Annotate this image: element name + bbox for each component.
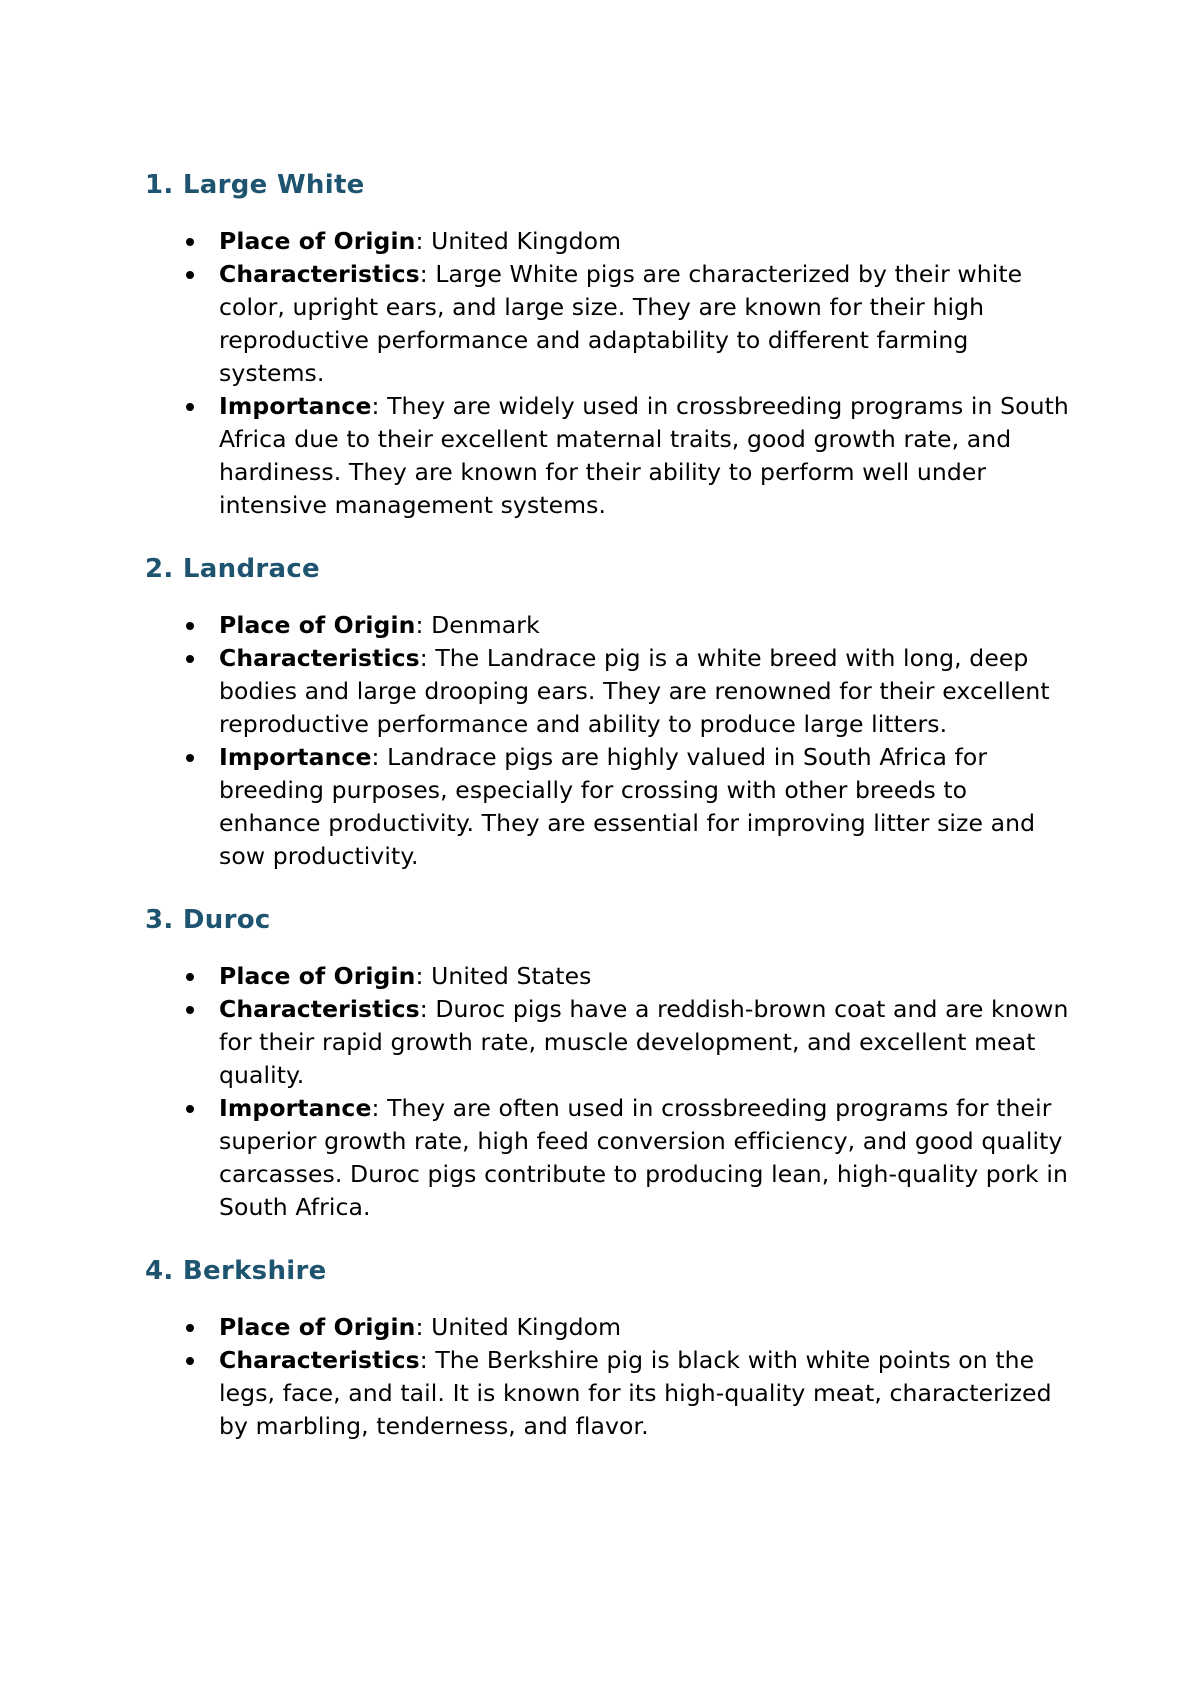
list-item-importance [145,390,1075,522]
list-item-characteristics [145,993,1075,1092]
bullet-icon [183,960,197,993]
breed-details-list [145,225,1075,522]
bullet-icon [183,1092,197,1125]
section-heading: 3. Duroc [145,905,271,935]
field-separator: : [419,1346,436,1374]
list-item-place-of-origin [145,609,1075,642]
list-item-characteristics [145,642,1075,741]
field-value: Large White pigs are characterized by their white color, upright ears, and large size. They are known for their high reproductive performance and adaptability to different farming systems. [219,260,1023,387]
list-item-importance [145,741,1075,873]
field-value: The Landrace pig is a white breed with long, deep bodies and large drooping ears. They are renowned for their excellent reproductive performance and ability to produce large litters. [219,644,1050,738]
document-page [145,168,1075,1473]
field-label: Place of Origin [219,962,416,990]
field-label: Characteristics [219,644,420,672]
breed-details-list [145,960,1075,1224]
field-value: United Kingdom [431,227,622,255]
bullet-icon [183,390,197,423]
field-separator: : [419,644,436,672]
field-label: Importance [219,392,372,420]
field-label: Importance [219,743,372,771]
field-separator: : [415,1313,432,1341]
section-heading: 4. Berkshire [145,1256,327,1286]
field-value: Denmark [431,611,540,639]
field-value: Landrace pigs are highly valued in South Africa for breeding purposes, especially for crossing with other breeds to enhance productivity. They are essential for improving litter size and sow productivity. [219,743,1036,870]
bullet-icon [183,1311,197,1344]
bullet-icon [183,1344,197,1377]
field-separator: : [415,611,432,639]
breed-section-berkshire [145,1254,1075,1443]
field-separator: : [415,227,432,255]
field-value: The Berkshire pig is black with white points on the legs, face, and tail. It is known for its high-quality meat, characterized by marbling, tenderness, and flavor. [219,1346,1052,1440]
field-value: They are widely used in crossbreeding programs in South Africa due to their excellent maternal traits, good growth rate, and hardiness. They are known for their ability to perform well under intensive management systems. [219,392,1069,519]
list-item-place-of-origin [145,225,1075,258]
bullet-icon [183,225,197,258]
field-value: United States [431,962,592,990]
list-item-importance [145,1092,1075,1224]
field-value: They are often used in crossbreeding programs for their superior growth rate, high feed conversion efficiency, and good quality carcasses. Duroc pigs contribute to producing lean, high-quality pork in South Africa. [219,1094,1068,1221]
list-item-place-of-origin [145,1311,1075,1344]
bullet-icon [183,642,197,675]
breed-section-landrace [145,552,1075,873]
field-separator: : [371,1094,388,1122]
field-label: Place of Origin [219,227,416,255]
breed-section-duroc [145,903,1075,1224]
list-item-characteristics [145,1344,1075,1443]
field-value: United Kingdom [431,1313,622,1341]
field-separator: : [419,995,436,1023]
field-separator: : [419,260,436,288]
field-label: Place of Origin [219,1313,416,1341]
field-label: Place of Origin [219,611,416,639]
field-separator: : [415,962,432,990]
breed-details-list [145,1311,1075,1443]
section-heading: 2. Landrace [145,554,320,584]
bullet-icon [183,741,197,774]
field-label: Characteristics [219,1346,420,1374]
bullet-icon [183,993,197,1026]
breed-details-list [145,609,1075,873]
field-label: Characteristics [219,995,420,1023]
list-item-characteristics [145,258,1075,390]
field-value: Duroc pigs have a reddish-brown coat and are known for their rapid growth rate, muscle development, and excellent meat quality. [219,995,1069,1089]
field-separator: : [371,743,388,771]
field-separator: : [371,392,388,420]
bullet-icon [183,258,197,291]
section-heading: 1. Large White [145,170,365,200]
field-label: Importance [219,1094,372,1122]
field-label: Characteristics [219,260,420,288]
breed-section-large-white [145,168,1075,522]
bullet-icon [183,609,197,642]
list-item-place-of-origin [145,960,1075,993]
